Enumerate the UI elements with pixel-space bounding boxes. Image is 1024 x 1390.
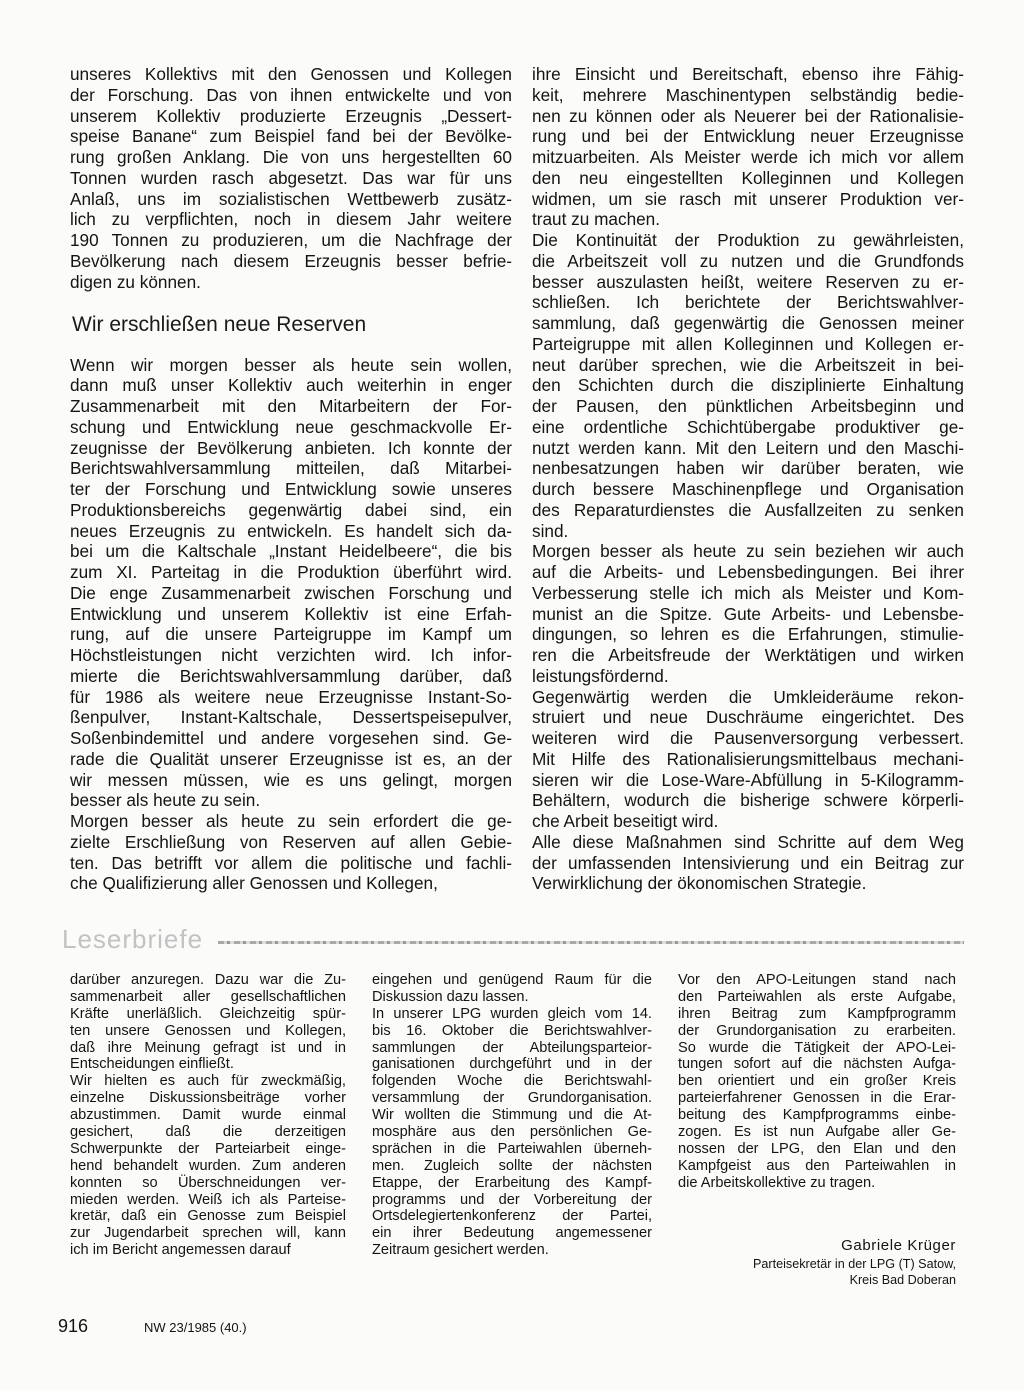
text-line: ein ihrer Bedeutung angemessener — [372, 1225, 652, 1242]
text-line: struiert und neue Duschräume eingerichtet. Des — [532, 707, 964, 728]
text-line: der Forschung. Das von ihnen entwickelte und von — [70, 84, 512, 105]
text-line: Bevölkerung nach diesem Erzeugnis besser befrie- — [70, 250, 512, 271]
text-line: programms und der Vorbereitung der — [372, 1191, 652, 1208]
text-line: weiteren wird die Pausenversorgung verbessert. — [532, 728, 964, 748]
text-line: ten unsere Genossen und Kollegen, — [70, 1022, 346, 1039]
author-signature — [678, 1236, 956, 1288]
text-line: ganisationen durchgeführt und in der — [372, 1056, 652, 1073]
text-line: Zeitraum gesichert werden. — [372, 1242, 549, 1259]
issue-reference: NW 23/1985 (40.) — [144, 1320, 247, 1335]
text-line: eingehen und genügend Raum für die — [372, 972, 652, 988]
text-line: men. Zugleich sollte der nächsten — [372, 1157, 652, 1174]
text-line: Höchstleistungen nicht verzichten wird. Ich infor- — [70, 645, 512, 665]
text-line: ihre Einsicht und Bereitschaft, ebenso ihre Fähig- — [532, 64, 964, 84]
text-line: zogen. Es ist nun Aufgabe aller Ge- — [678, 1124, 956, 1141]
text-line: zielte Erschließung von Reserven auf allen Gebie- — [70, 831, 512, 852]
rubric-label: Leserbriefe — [62, 924, 204, 954]
text-line: ihren Beitrag zum Kampfprogramm — [678, 1005, 956, 1022]
text-line: zur Jugendarbeit sprechen will, kann — [70, 1225, 346, 1242]
text-line: bei um die Kaltschale „Instant Heidelbeere“, die bis — [70, 541, 512, 562]
text-line: dann muß unser Kollektiv auch weiterhin in enger — [70, 375, 512, 396]
text-line: hend behandelt wurden. Zum anderen — [70, 1157, 346, 1174]
text-line: parteierfahrener Genossen in die Erar- — [678, 1090, 956, 1107]
text-line: traut zu machen. — [532, 209, 661, 230]
rubric-divider — [218, 941, 964, 944]
text-line: Vor den APO-Leitungen stand nach — [678, 972, 956, 988]
text-line: Anlaß, uns im sozialistischen Wettbewerb zusätz- — [70, 188, 512, 209]
text-line: Wir hielten es auch für zweckmäßig, — [70, 1073, 346, 1090]
text-line: Gegenwärtig werden die Umkleideräume rekon- — [532, 686, 964, 707]
text-line: sammlungen der Abteilungsparteior- — [372, 1039, 652, 1056]
text-line: Verbesserung stelle ich mich als Meister und Kom- — [532, 582, 964, 603]
text-line: ten. Das betrifft vor allem die politische und fachli- — [70, 852, 512, 873]
text-line: den Schichten durch die disziplinierte Einhaltung — [532, 375, 964, 396]
text-line: ßenpulver, Instant-Kaltschale, Dessertspeisepulver, — [70, 707, 512, 728]
author-role: Parteisekretär in der LPG (T) Satow, — [753, 1257, 956, 1271]
text-line: gesichert, daß die derzeitigen — [70, 1124, 346, 1141]
text-line: sammenarbeit aller gesellschaftlichen — [70, 988, 346, 1005]
text-line: Entscheidungen einfließt. — [70, 1056, 234, 1073]
text-line: Etappe, der Erarbeitung des Kampf- — [372, 1174, 652, 1191]
text-line: wir messen müssen, wie es uns gelingt, morgen — [70, 769, 512, 790]
text-line: bis 16. Oktober die Berichtswahlver- — [372, 1022, 652, 1039]
text-line: ter der Forschung und Entwicklung sowie unseres — [70, 479, 512, 499]
text-line: unseres Kollektivs mit den Genossen und Kollegen — [70, 64, 512, 84]
text-line: widmen, um sie rasch mit unserer Produktion ver- — [532, 188, 964, 209]
text-line: In unserer LPG wurden gleich vom 14. — [372, 1005, 652, 1022]
text-line: ben orientiert und ein großer Kreis — [678, 1073, 956, 1090]
letter-column-2 — [372, 972, 652, 1259]
text-line: kretär, daß ein Genosse zum Beispiel — [70, 1208, 346, 1225]
text-line: Wenn wir morgen besser als heute sein wollen, — [70, 354, 512, 375]
text-line: munist an die Spitze. Gute Arbeits- und Lebensbe- — [532, 603, 964, 624]
text-line: Parteigruppe mit allen Kolleginnen und Kollegen er- — [532, 333, 964, 354]
text-line: für 1986 als weitere neue Erzeugnisse Instant-So- — [70, 686, 512, 707]
text-line: Verwirklichung der ökonomischen Strategie. — [532, 873, 867, 894]
author-name: Gabriele Krüger — [841, 1237, 956, 1254]
text-line: konnten so Überschneidungen ver- — [70, 1174, 346, 1191]
text-line: Zusammenarbeit mit den Mitarbeitern der For- — [70, 396, 512, 416]
text-line: abzustimmen. Damit wurde einmal — [70, 1107, 346, 1124]
text-line: die Arbeitskollektive zu tragen. — [678, 1174, 876, 1191]
text-line: folgenden Woche die Berichtswahl- — [372, 1073, 652, 1090]
text-line: rung und bei der Entwicklung neuer Erzeugnisse — [532, 126, 964, 147]
text-line: mitzuarbeiten. Als Meister werde ich mich vor allem — [532, 147, 964, 167]
text-line: des Reparaturdienstes die Ausfallzeiten zu senken — [532, 499, 964, 520]
text-line: Berichtswahlversammlung mitteilen, daß Mitarbei- — [70, 458, 512, 479]
text-line: zum XI. Parteitag in die Produktion überführt wird. — [70, 562, 512, 582]
text-line: auf die Arbeits- und Lebensbedingungen. Bei ihrer — [532, 562, 964, 582]
text-line: rung, auf die unsere Parteigruppe im Kampf um — [70, 624, 512, 645]
text-line: rung großen Anklang. Die von uns hergestellten 60 — [70, 147, 512, 167]
text-line: ren die Arbeitsfreude der Werktätigen und wirken — [532, 645, 964, 665]
text-line: Produktionsbereichs gegenwärtig dabei sind, ein — [70, 499, 512, 520]
text-line: digen zu können. — [70, 271, 201, 292]
text-line: der Pausen, den pünktlichen Arbeitsbeginn und — [532, 396, 964, 416]
text-line: keit, mehrere Maschinentypen selbständig bedie- — [532, 84, 964, 105]
text-line: schung und Entwicklung neue geschmackvolle Er- — [70, 416, 512, 437]
text-line: sieren wir die Lose-Ware-Abfüllung in 5-Kilogramm- — [532, 769, 964, 790]
text-line: neues Erzeugnis zu entwickeln. Es handelt sich da- — [70, 520, 512, 541]
text-line: So wurde die Tätigkeit der APO-Lei- — [678, 1039, 956, 1056]
section-heading: Wir erschließen neue Reserven — [72, 313, 367, 336]
text-line: einzelne Diskussionsbeiträge vorher — [70, 1090, 346, 1107]
text-line: mieden werden. Weiß ich als Parteise- — [70, 1191, 346, 1208]
text-line: sammlung, daß gegenwärtig die Genossen meiner — [532, 313, 964, 333]
text-line: sprächen in die Parteiwahlen überneh- — [372, 1140, 652, 1157]
text-line: nenbesatzungen haben wir darüber beraten, wie — [532, 458, 964, 479]
text-line: nutzt werden kann. Mit den Leitern und den Maschi- — [532, 437, 964, 458]
text-line: Ortsdelegiertenkonferenz der Partei, — [372, 1208, 652, 1225]
text-line: beitung des Kampfprogramms einbe- — [678, 1107, 956, 1124]
text-line: sind. — [532, 520, 569, 541]
text-line: Mit Hilfe des Rationalisierungsmittelbaus mechani- — [532, 748, 964, 769]
text-line: besser auszulasten heißt, weitere Reserven zu er- — [532, 271, 964, 292]
text-line: Morgen besser als heute zu sein beziehen wir auch — [532, 541, 964, 562]
text-line: der umfassenden Intensivierung und ein Beitrag zur — [532, 852, 964, 873]
letter-column-1 — [70, 972, 346, 1259]
letter-column-3 — [678, 972, 956, 1192]
text-line: der Grundorganisation zu erarbeiten. — [678, 1022, 956, 1039]
text-line: eine ordentliche Schichtübergabe produktiver ge- — [532, 416, 964, 437]
text-line: den Parteiwahlen als erste Aufgabe, — [678, 988, 956, 1005]
text-line — [70, 292, 512, 313]
text-line: die Arbeitszeit voll zu nutzen und die Grundfonds — [532, 250, 964, 271]
rubric-header — [62, 924, 966, 960]
text-line: daß ihre Meinung gefragt ist und in — [70, 1039, 346, 1056]
text-line: nossen der LPG, den Elan und den — [678, 1140, 956, 1157]
text-line: Die Kontinuität der Produktion zu gewährleisten, — [532, 230, 964, 250]
text-line: speise Banane“ zum Beispiel fand bei der Bevölke- — [70, 126, 512, 147]
text-line: den neu eingestellten Kolleginnen und Kollegen — [532, 167, 964, 188]
text-line: Tonnen wurden rasch abgesetzt. Das war für uns — [70, 167, 512, 188]
article-column-left — [70, 64, 512, 894]
text-line: Kräfte unerläßlich. Gleichzeitig spür- — [70, 1005, 346, 1022]
text-line: rade die Qualität unserer Erzeugnisse ist es, an der — [70, 748, 512, 769]
text-line: Die enge Zusammenarbeit zwischen Forschung und — [70, 582, 512, 603]
text-line: leistungsfördernd. — [532, 665, 669, 686]
text-line: Soßenbindemittel und andere vorgesehen sind. Ge- — [70, 728, 512, 748]
text-line: che Qualifizierung aller Genossen und Kollegen, — [70, 873, 438, 894]
text-line: lich zu verpflichten, noch in diesem Jahr weitere — [70, 209, 512, 230]
text-line: Entwicklung und unserem Kollektiv ist eine Erfah- — [70, 603, 512, 624]
text-line: unserem Kollektiv produzierte Erzeugnis „Dessert- — [70, 105, 512, 126]
text-line: darüber anzuregen. Dazu war die Zu- — [70, 972, 346, 988]
article-column-right — [532, 64, 964, 894]
text-line: durch bessere Maschinenpflege und Organisation — [532, 479, 964, 499]
text-line: che Arbeit beseitigt wird. — [532, 811, 719, 831]
text-line: neut darüber sprechen, wie die Arbeitszeit in bei- — [532, 354, 964, 375]
text-line: Morgen besser als heute zu sein erfordert die ge- — [70, 811, 512, 831]
text-line: tungen sofort auf die nächsten Aufga- — [678, 1056, 956, 1073]
text-line: Behältern, wodurch die bisherige schwere körperli- — [532, 790, 964, 811]
text-line: 190 Tonnen zu produzieren, um die Nachfrage der — [70, 230, 512, 250]
text-line: schließen. Ich berichtete der Berichtswahlver- — [532, 292, 964, 313]
author-place: Kreis Bad Doberan — [849, 1273, 956, 1287]
text-line: mosphäre aus den persönlichen Ge- — [372, 1124, 652, 1141]
text-line: zeugnisse der Bevölkerung anbieten. Ich konnte der — [70, 437, 512, 458]
page-number: 916 — [58, 1316, 89, 1336]
text-line: Alle diese Maßnahmen sind Schritte auf dem Weg — [532, 831, 964, 852]
text-line: mierte die Berichtswahlversammlung darüber, daß — [70, 665, 512, 686]
text-line: Kampfgeist aus den Parteiwahlen in — [678, 1157, 956, 1174]
text-line: Diskussion dazu lassen. — [372, 988, 529, 1005]
text-line: dingungen, so lehren es die Erfahrungen, stimulie- — [532, 624, 964, 645]
text-line: versammlung der Grundorganisation. — [372, 1090, 652, 1107]
text-line: Schwerpunkte der Parteiarbeit einge- — [70, 1140, 346, 1157]
text-line: Wir wollten die Stimmung und die At- — [372, 1107, 652, 1124]
text-line: nen zu können oder als Neuerer bei der Rationalisie- — [532, 105, 964, 126]
text-line: besser als heute zu sein. — [70, 790, 261, 811]
text-line: ich im Bericht angemessen darauf — [70, 1242, 291, 1259]
